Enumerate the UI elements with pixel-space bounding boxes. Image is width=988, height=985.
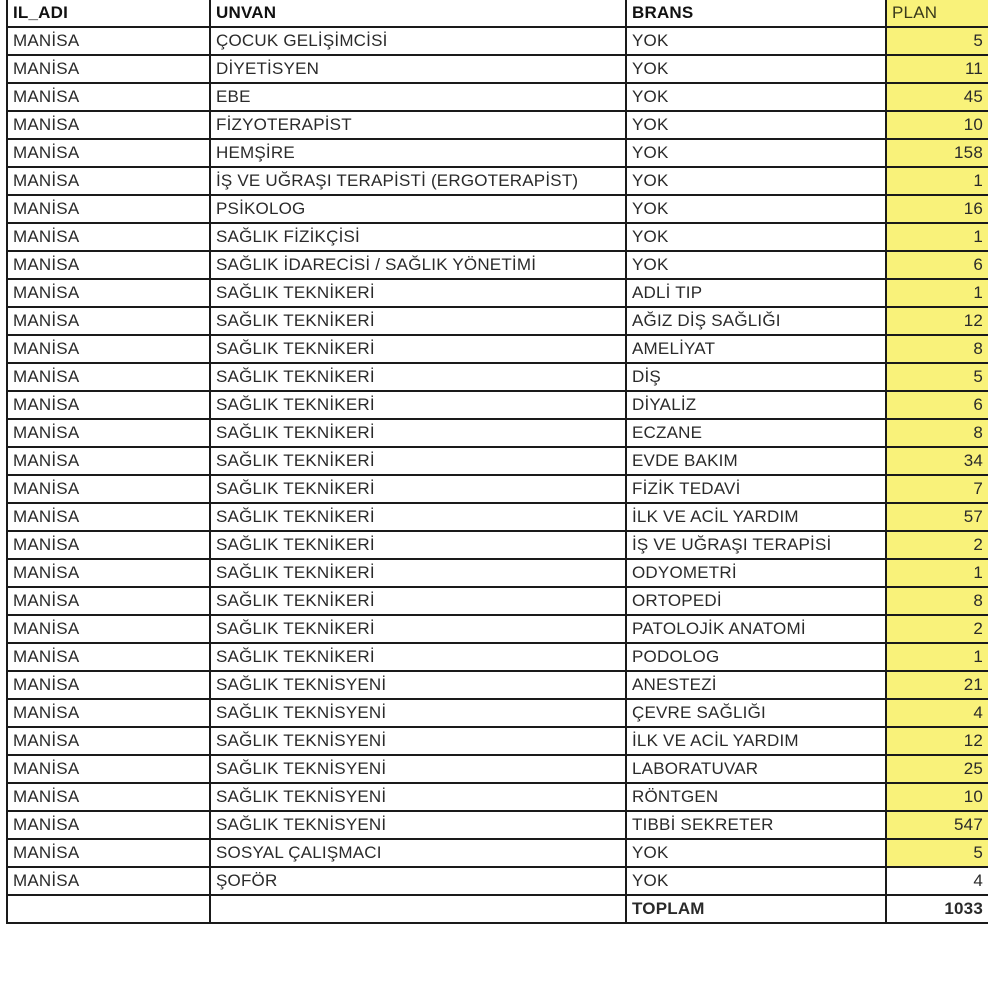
cell-il-adi[interactable]: MANİSA xyxy=(7,223,210,251)
cell-brans[interactable]: İŞ VE UĞRAŞI TERAPİSİ xyxy=(626,531,886,559)
cell-unvan[interactable]: DİYETİSYEN xyxy=(210,55,626,83)
cell-il-adi[interactable]: MANİSA xyxy=(7,111,210,139)
cell-brans[interactable]: YOK xyxy=(626,839,886,867)
table-row xyxy=(7,839,988,867)
cell-plan[interactable]: 2 xyxy=(886,531,988,559)
cell-unvan[interactable]: SAĞLIK TEKNİSYENİ xyxy=(210,783,626,811)
cell-brans[interactable]: DİŞ xyxy=(626,363,886,391)
total-label[interactable]: TOPLAM xyxy=(626,895,886,923)
cell-brans[interactable]: YOK xyxy=(626,139,886,167)
cell-brans[interactable]: YOK xyxy=(626,867,886,895)
table-body xyxy=(7,27,988,923)
table-row xyxy=(7,671,988,699)
cell-brans[interactable]: FİZİK TEDAVİ xyxy=(626,475,886,503)
cell-plan[interactable]: 158 xyxy=(886,139,988,167)
table-row xyxy=(7,335,988,363)
table-row xyxy=(7,55,988,83)
table-row xyxy=(7,643,988,671)
cell-il-adi[interactable]: MANİSA xyxy=(7,615,210,643)
cell-plan[interactable]: 25 xyxy=(886,755,988,783)
cell-unvan[interactable]: FİZYOTERAPİST xyxy=(210,111,626,139)
cell-plan[interactable]: 2 xyxy=(886,615,988,643)
cell-il-adi[interactable]: MANİSA xyxy=(7,419,210,447)
cell-il-adi[interactable]: MANİSA xyxy=(7,335,210,363)
cell-brans[interactable]: İLK VE ACİL YARDIM xyxy=(626,727,886,755)
table-row xyxy=(7,223,988,251)
cell-brans[interactable]: YOK xyxy=(626,167,886,195)
cell-unvan[interactable]: SAĞLIK TEKNİKERİ xyxy=(210,475,626,503)
cell-brans[interactable]: DİYALİZ xyxy=(626,391,886,419)
cell-plan[interactable]: 8 xyxy=(886,335,988,363)
table-row xyxy=(7,811,988,839)
cell-il-adi[interactable]: MANİSA xyxy=(7,139,210,167)
cell-plan[interactable]: 6 xyxy=(886,251,988,279)
cell-plan[interactable]: 1 xyxy=(886,279,988,307)
header-plan: PLAN xyxy=(886,0,988,27)
staff-plan-table xyxy=(6,0,988,924)
cell-brans[interactable]: LABORATUVAR xyxy=(626,755,886,783)
cell-brans[interactable]: YOK xyxy=(626,27,886,55)
cell-plan[interactable]: 8 xyxy=(886,419,988,447)
cell-brans[interactable]: RÖNTGEN xyxy=(626,783,886,811)
cell-unvan[interactable]: SOSYAL ÇALIŞMACI xyxy=(210,839,626,867)
spreadsheet xyxy=(6,0,988,924)
cell-brans[interactable]: AĞIZ DİŞ SAĞLIĞI xyxy=(626,307,886,335)
cell-il-adi[interactable]: MANİSA xyxy=(7,671,210,699)
table-row xyxy=(7,251,988,279)
table-row xyxy=(7,867,988,895)
cell-plan[interactable]: 1 xyxy=(886,643,988,671)
cell-il-adi[interactable]: MANİSA xyxy=(7,167,210,195)
cell-plan[interactable]: 16 xyxy=(886,195,988,223)
cell-plan[interactable]: 1 xyxy=(886,223,988,251)
cell-il-adi[interactable]: MANİSA xyxy=(7,811,210,839)
table-row xyxy=(7,503,988,531)
header-row xyxy=(7,0,988,27)
cell-plan[interactable]: 10 xyxy=(886,111,988,139)
cell-brans[interactable]: ÇEVRE SAĞLIĞI xyxy=(626,699,886,727)
table-row xyxy=(7,755,988,783)
cell-il-adi[interactable]: MANİSA xyxy=(7,587,210,615)
cell-plan[interactable]: 4 xyxy=(886,699,988,727)
cell-plan[interactable]: 4 xyxy=(886,867,988,895)
cell-il-adi[interactable]: MANİSA xyxy=(7,783,210,811)
total-value[interactable]: 1033 xyxy=(886,895,988,923)
cell-il-adi[interactable]: MANİSA xyxy=(7,727,210,755)
cell-il-adi[interactable]: MANİSA xyxy=(7,699,210,727)
cell-unvan[interactable]: SAĞLIK TEKNİSYENİ xyxy=(210,811,626,839)
cell-unvan[interactable]: SAĞLIK FİZİKÇİSİ xyxy=(210,223,626,251)
header-brans: BRANS xyxy=(626,0,886,27)
cell-brans[interactable]: AMELİYAT xyxy=(626,335,886,363)
cell-plan[interactable]: 12 xyxy=(886,307,988,335)
cell-plan[interactable]: 34 xyxy=(886,447,988,475)
table-row xyxy=(7,307,988,335)
cell-unvan[interactable]: ÇOCUK GELİŞİMCİSİ xyxy=(210,27,626,55)
table-row xyxy=(7,475,988,503)
cell-plan[interactable]: 12 xyxy=(886,727,988,755)
table-row xyxy=(7,391,988,419)
cell-il-adi[interactable]: MANİSA xyxy=(7,251,210,279)
total-row xyxy=(7,895,988,923)
cell-brans[interactable]: ODYOMETRİ xyxy=(626,559,886,587)
table-row xyxy=(7,195,988,223)
table-row xyxy=(7,111,988,139)
cell-il-adi[interactable]: MANİSA xyxy=(7,503,210,531)
cell-plan[interactable]: 21 xyxy=(886,671,988,699)
cell-unvan[interactable]: ŞOFÖR xyxy=(210,867,626,895)
cell-plan[interactable]: 11 xyxy=(886,55,988,83)
cell-brans[interactable]: YOK xyxy=(626,83,886,111)
cell-unvan[interactable]: PSİKOLOG xyxy=(210,195,626,223)
cell-il-adi[interactable]: MANİSA xyxy=(7,391,210,419)
cell-unvan[interactable]: SAĞLIK İDARECİSİ / SAĞLIK YÖNETİMİ xyxy=(210,251,626,279)
table-row xyxy=(7,167,988,195)
cell-unvan[interactable]: SAĞLIK TEKNİKERİ xyxy=(210,307,626,335)
cell-il-adi[interactable]: MANİSA xyxy=(7,447,210,475)
cell-brans[interactable]: YOK xyxy=(626,55,886,83)
cell-il-adi[interactable]: MANİSA xyxy=(7,279,210,307)
cell-unvan[interactable]: SAĞLIK TEKNİSYENİ xyxy=(210,755,626,783)
cell-plan[interactable]: 5 xyxy=(886,363,988,391)
cell-plan[interactable]: 8 xyxy=(886,587,988,615)
header-unvan: UNVAN xyxy=(210,0,626,27)
table-row xyxy=(7,699,988,727)
header-il-adi: IL_ADI xyxy=(7,0,210,27)
cell-unvan[interactable]: SAĞLIK TEKNİKERİ xyxy=(210,531,626,559)
cell-il-adi[interactable]: MANİSA xyxy=(7,531,210,559)
cell-il-adi[interactable]: MANİSA xyxy=(7,83,210,111)
cell-il-adi[interactable]: MANİSA xyxy=(7,307,210,335)
table-row xyxy=(7,559,988,587)
cell-plan[interactable]: 5 xyxy=(886,27,988,55)
cell-plan[interactable]: 1 xyxy=(886,559,988,587)
cell-unvan[interactable]: SAĞLIK TEKNİKERİ xyxy=(210,615,626,643)
cell-plan[interactable]: 547 xyxy=(886,811,988,839)
cell-unvan[interactable]: SAĞLIK TEKNİKERİ xyxy=(210,447,626,475)
cell-unvan[interactable]: SAĞLIK TEKNİKERİ xyxy=(210,419,626,447)
cell-unvan[interactable]: EBE xyxy=(210,83,626,111)
cell-unvan[interactable]: İŞ VE UĞRAŞI TERAPİSTİ (ERGOTERAPİST) xyxy=(210,167,626,195)
table-row xyxy=(7,139,988,167)
table-row xyxy=(7,83,988,111)
table-row xyxy=(7,587,988,615)
cell-unvan[interactable]: SAĞLIK TEKNİKERİ xyxy=(210,363,626,391)
table-row xyxy=(7,531,988,559)
cell-il-adi[interactable]: MANİSA xyxy=(7,755,210,783)
table-row xyxy=(7,419,988,447)
cell-brans[interactable]: YOK xyxy=(626,223,886,251)
cell-plan[interactable]: 6 xyxy=(886,391,988,419)
cell-unvan[interactable]: SAĞLIK TEKNİKERİ xyxy=(210,587,626,615)
cell-brans[interactable]: TIBBİ SEKRETER xyxy=(626,811,886,839)
cell-unvan[interactable]: SAĞLIK TEKNİKERİ xyxy=(210,279,626,307)
table-row xyxy=(7,279,988,307)
table-row xyxy=(7,27,988,55)
cell-il-adi[interactable]: MANİSA xyxy=(7,559,210,587)
cell-il-adi[interactable]: MANİSA xyxy=(7,839,210,867)
cell-plan[interactable]: 10 xyxy=(886,783,988,811)
cell-il-adi[interactable]: MANİSA xyxy=(7,363,210,391)
table-row xyxy=(7,447,988,475)
table-row xyxy=(7,727,988,755)
cell-brans[interactable]: İLK VE ACİL YARDIM xyxy=(626,503,886,531)
cell-unvan[interactable]: HEMŞİRE xyxy=(210,139,626,167)
cell-plan[interactable]: 45 xyxy=(886,83,988,111)
cell-unvan[interactable]: SAĞLIK TEKNİKERİ xyxy=(210,643,626,671)
cell-plan[interactable]: 7 xyxy=(886,475,988,503)
cell-brans[interactable]: ANESTEZİ xyxy=(626,671,886,699)
cell-il-adi[interactable]: MANİSA xyxy=(7,475,210,503)
cell-brans[interactable]: YOK xyxy=(626,111,886,139)
table-row xyxy=(7,783,988,811)
cell-plan[interactable]: 5 xyxy=(886,839,988,867)
cell-empty[interactable] xyxy=(210,895,626,923)
cell-unvan[interactable]: SAĞLIK TEKNİKERİ xyxy=(210,503,626,531)
cell-unvan[interactable]: SAĞLIK TEKNİSYENİ xyxy=(210,699,626,727)
cell-unvan[interactable]: SAĞLIK TEKNİKERİ xyxy=(210,391,626,419)
cell-il-adi[interactable]: MANİSA xyxy=(7,867,210,895)
cell-il-adi[interactable]: MANİSA xyxy=(7,643,210,671)
cell-brans[interactable]: PATOLOJİK ANATOMİ xyxy=(626,615,886,643)
cell-unvan[interactable]: SAĞLIK TEKNİKERİ xyxy=(210,335,626,363)
cell-unvan[interactable]: SAĞLIK TEKNİSYENİ xyxy=(210,671,626,699)
cell-il-adi[interactable]: MANİSA xyxy=(7,27,210,55)
cell-brans[interactable]: PODOLOG xyxy=(626,643,886,671)
cell-unvan[interactable]: SAĞLIK TEKNİSYENİ xyxy=(210,727,626,755)
cell-brans[interactable]: YOK xyxy=(626,195,886,223)
cell-brans[interactable]: ADLİ TIP xyxy=(626,279,886,307)
table-row xyxy=(7,615,988,643)
cell-brans[interactable]: YOK xyxy=(626,251,886,279)
cell-plan[interactable]: 1 xyxy=(886,167,988,195)
cell-empty[interactable] xyxy=(7,895,210,923)
table-row xyxy=(7,363,988,391)
cell-unvan[interactable]: SAĞLIK TEKNİKERİ xyxy=(210,559,626,587)
cell-brans[interactable]: EVDE BAKIM xyxy=(626,447,886,475)
cell-brans[interactable]: ORTOPEDİ xyxy=(626,587,886,615)
cell-plan[interactable]: 57 xyxy=(886,503,988,531)
cell-il-adi[interactable]: MANİSA xyxy=(7,55,210,83)
cell-brans[interactable]: ECZANE xyxy=(626,419,886,447)
cell-il-adi[interactable]: MANİSA xyxy=(7,195,210,223)
